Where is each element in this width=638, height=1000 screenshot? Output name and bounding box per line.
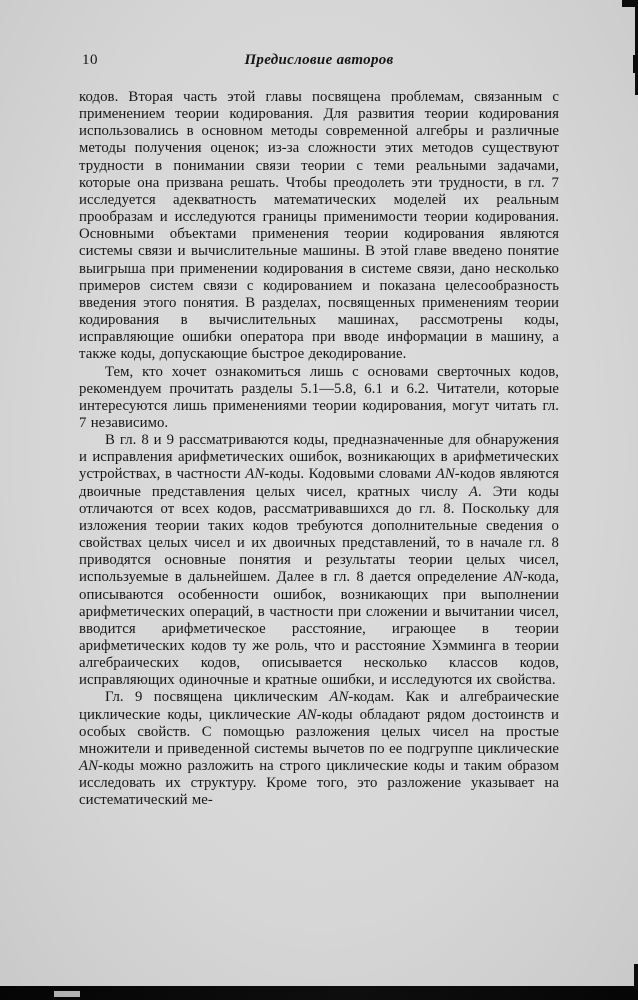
body-text bbox=[79, 89, 559, 810]
paragraph: кодов. Вторая часть этой главы посвящена проблемам, связанным с применением теории кодирования. Для развития теории кодирования использовались в основном методы современной алгебры и различные методы получения оценок; из-за сложности этих методов существуют трудности в понимании связи теории с теми реальными задачами, которые она призвана решать. Чтобы преодолеть эти трудности, в гл. 7 исследуется адекватность математических моделей их реальным прообразам и исследуются границы применимости теории кодирования. Основными объектами применения теории кодирования являются системы связи и вычислительные машины. В этой главе введено понятие выигрыша при применении кодирования в системе связи, дано несколько примеров систем связи с кодированием и показана целесообразность введения этого понятия. В разделах, посвященных применениям теории кодирования в вычислительных машинах, рассмотрены коды, исправляющие ошибки оператора при вводе информации в машину, а также коды, допускающие быстрое декодирование. bbox=[79, 89, 559, 363]
scan-artifact-right-mark bbox=[633, 55, 636, 73]
scan-artifact-top-right bbox=[622, 0, 638, 7]
paragraph: Гл. 9 посвящена циклическим AN-кодам. Как и алгебраические циклические коды, циклические AN-коды обладают рядом достоинств и особых свойств. С помощью разложения целых чисел на простые множители и приведенной системы вычетов по ее подгруппе циклические AN-коды можно разложить на строго циклические коды и таким образом исследовать их структуру. Кроме того, это разложение указывает на систематический ме- bbox=[79, 689, 559, 809]
page-number: 10 bbox=[82, 52, 98, 68]
running-header bbox=[79, 52, 559, 72]
scan-artifact-bottom-right bbox=[634, 964, 638, 990]
paragraph: Тем, кто хочет ознакомиться лишь с основами сверточных кодов, рекомендуем прочитать разделы 5.1—5.8, 6.1 и 6.2. Читатели, которые интересуются лишь применениями теории кодирования, могут читать гл. 7 независимо. bbox=[79, 363, 559, 431]
paragraph: В гл. 8 и 9 рассматриваются коды, предназначенные для обнаружения и исправления арифметических ошибок, возникающих в арифметических устройствах, в частности AN-коды. Кодовыми словами AN-кодов являются двоичные представления целых чисел, кратных числу A. Эти коды отличаются от всех кодов, рассматривавшихся до гл. 8. Поскольку для изложения теории таких кодов требуются дополнительные сведения о свойствах целых чисел и их двоичных представлений, то в начале гл. 8 приводятся основные понятия и результаты теории целых чисел, используемые в дальнейшем. Далее в гл. 8 дается определение AN-кода, описываются особенности ошибок, возникающих при выполнении арифметических операций, в частности при сложении и вычитании чисел, вводится арифметическое расстояние, играющее в теории арифметических кодов ту же роль, что и расстояние Хэмминга в теории алгебраических кодов, описывается несколько классов кодов, исправляющих одиночные и кратные ошибки, и исследуются их свойства. bbox=[79, 432, 559, 689]
chapter-header: Предисловие авторов bbox=[244, 52, 394, 68]
scan-artifact-bottom-bar bbox=[0, 986, 638, 1000]
